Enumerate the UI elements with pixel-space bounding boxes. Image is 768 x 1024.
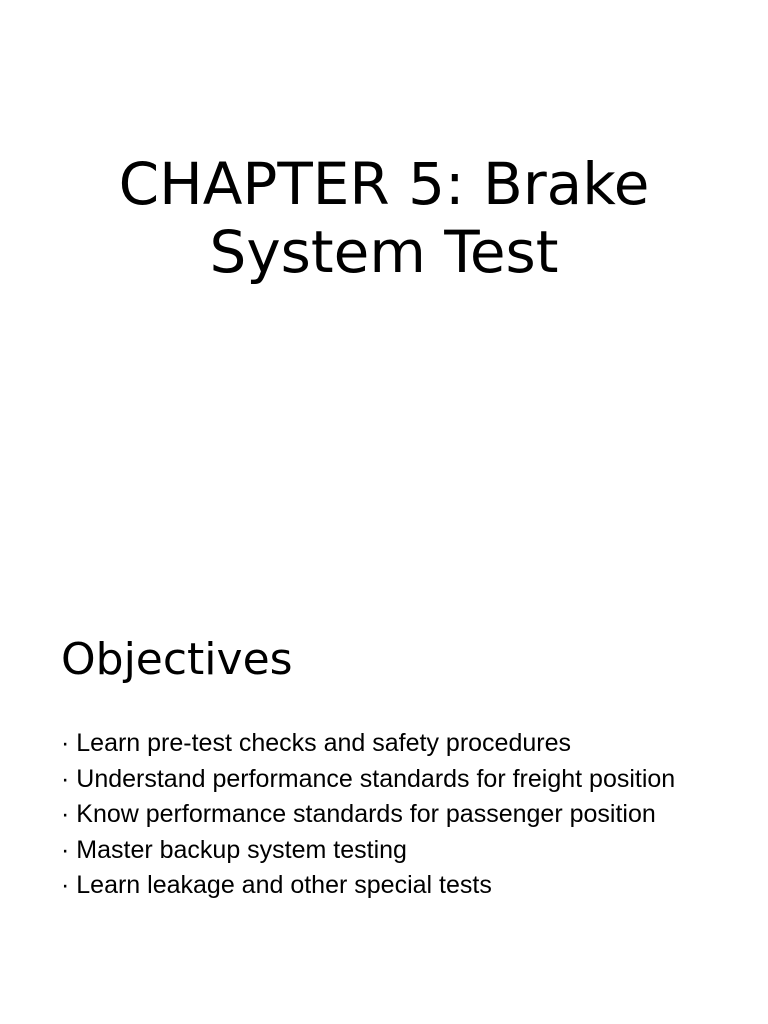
objectives-heading: Objectives <box>61 634 293 685</box>
objective-item: · Know performance standards for passenger position <box>61 800 656 828</box>
objective-item: · Learn pre-test checks and safety procedures <box>61 729 571 757</box>
chapter-title <box>40 150 728 286</box>
objective-item: · Learn leakage and other special tests <box>61 871 492 899</box>
chapter-title-line-1: CHAPTER 5: Brake <box>118 150 650 218</box>
objective-item: · Understand performance standards for freight position <box>61 764 676 793</box>
chapter-title-line-2: System Test <box>209 218 559 286</box>
objectives-list <box>61 726 701 904</box>
objectives-slide <box>0 512 768 1024</box>
objective-item: · Master backup system testing <box>61 835 407 864</box>
